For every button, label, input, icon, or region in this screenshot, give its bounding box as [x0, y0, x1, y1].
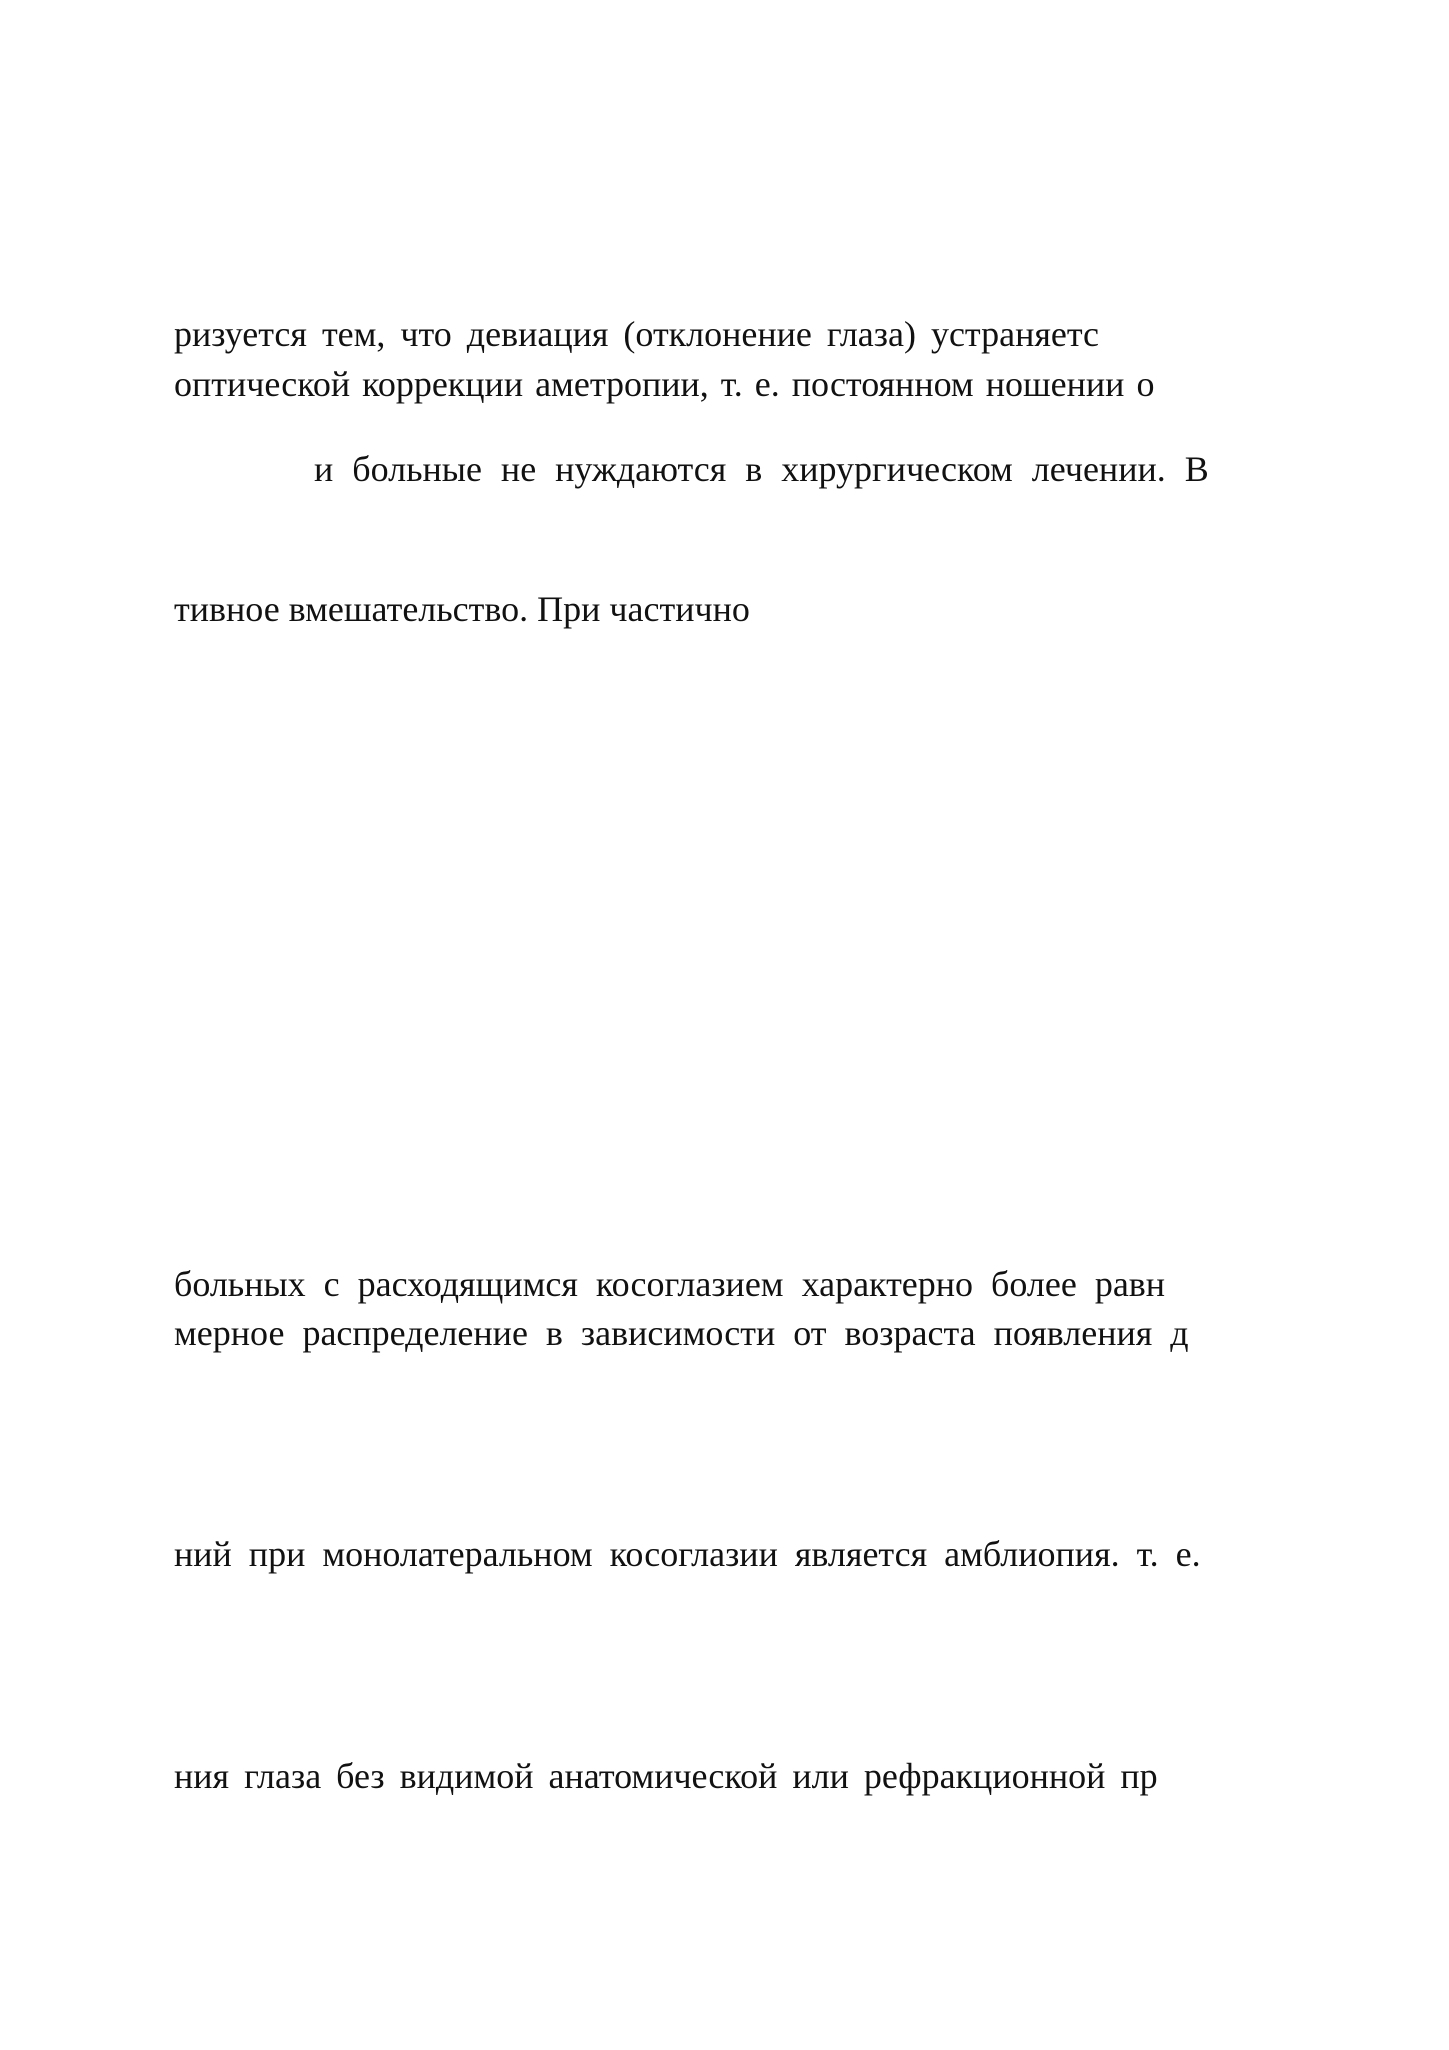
text-line-7: ний при монолатеральном косоглазии является амблиопия. т. е.	[174, 1534, 1201, 1574]
text-line-8: ния глаза без видимой анатомической или рефракционной пр	[174, 1756, 1158, 1796]
text-line-1: ризуется тем, что девиация (отклонение глаза) устраняетс	[174, 314, 1100, 354]
text-line-5: больных с расходящимся косоглазием характерно более равн	[174, 1264, 1166, 1304]
text-line-6: мерное распределение в зависимости от возраста появления д	[174, 1313, 1189, 1353]
text-line-3: и больные не нуждаются в хирургическом лечении. В	[314, 449, 1209, 489]
text-line-4: тивное вмешательство. При частично	[174, 589, 750, 629]
text-line-2: оптической коррекции аметропии, т. е. постоянном ношении о	[174, 364, 1155, 404]
